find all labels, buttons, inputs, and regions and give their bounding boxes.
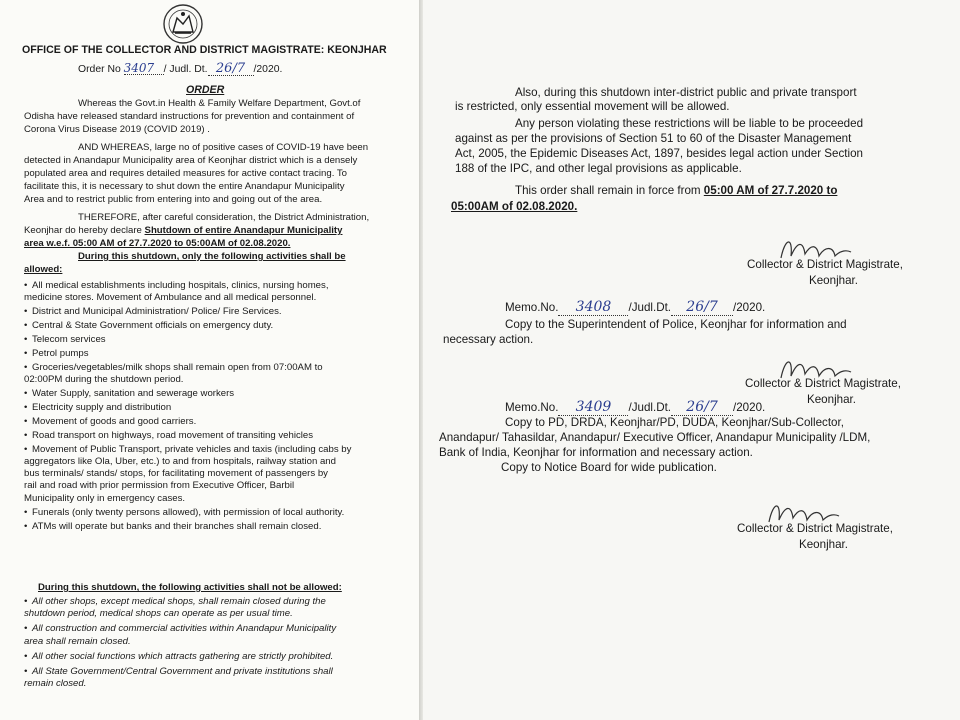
bullet-icon: • (24, 443, 28, 455)
bullet-icon: • (24, 506, 28, 518)
list-item-line: Municipality only in emergency cases. (24, 492, 186, 504)
order-year: /2020. (253, 64, 283, 75)
memo1-year: /2020. (733, 301, 766, 314)
collector-place: Keonjhar. (799, 538, 848, 551)
para1-line: Corona Virus Disease 2019 (COVID 2019) . (24, 124, 210, 135)
bullet-icon: • (24, 596, 28, 607)
para2-line: AND WHEREAS, large no of positive cases of COVID-19 have been (78, 142, 369, 153)
validity-end: 05:00AM of 02.08.2020. (451, 200, 578, 213)
order-page-right (423, 0, 960, 720)
list-item-line: bus terminals/ stands/ stops, for facilitating movement of passengers by (24, 468, 328, 480)
order-date: 26/7 (208, 63, 254, 76)
list-item-line: 02:00PM during the shutdown period. (24, 374, 184, 386)
memo2-copy-line: Copy to Notice Board for wide publication. (501, 461, 717, 474)
list-item-line: Water Supply, sanitation and sewerage workers (32, 388, 235, 399)
allowed-heading-cont: allowed: (24, 264, 63, 275)
para2-line: Area and to restrict public from entering into and going out of the area. (24, 194, 323, 205)
list-item-line: area shall remain closed. (24, 635, 131, 647)
shutdown-period: area w.e.f. 05:00 AM of 27.7.2020 to 05:00AM of 02.08.2020. (24, 238, 291, 249)
memo2-prefix: Memo.No. (505, 401, 559, 414)
collector-place: Keonjhar. (809, 274, 858, 287)
para3-line (24, 225, 342, 237)
order-page-left (0, 0, 423, 720)
list-item-line: Electricity supply and distribution (32, 401, 172, 413)
transport-para-line: Also, during this shutdown inter-district public and private transport (515, 86, 857, 99)
list-item-line: medicine stores. Movement of Ambulance and all medical personnel. (24, 292, 317, 304)
penalty-para-line: against as per the provisions of Section 51 to 60 of the Disaster Management (455, 132, 852, 145)
para1-line: Odisha have released standard instructions for prevention and containment of (24, 111, 355, 122)
office-heading: OFFICE OF THE COLLECTOR AND DISTRICT MAGISTRATE: KEONJHAR (22, 44, 387, 56)
bullet-icon: • (24, 388, 28, 399)
allowed-heading: During this shutdown, only the following activities shall be (78, 251, 346, 262)
bullet-icon: • (24, 280, 28, 291)
order-title: ORDER (186, 84, 225, 96)
memo2-copy-line: Anandapur/ Tahasildar, Anandapur/ Executive Officer, Anandapur Municipality /LDM, (439, 431, 871, 444)
bullet-icon: • (24, 347, 28, 359)
penalty-para-line: 188 of the IPC, and other legal provisions as applicable. (455, 162, 742, 175)
memo2-year: /2020. (733, 401, 766, 414)
memo1-copy-line: necessary action. (443, 333, 534, 346)
collector-place: Keonjhar. (807, 393, 856, 406)
order-number: 3407 (124, 62, 164, 75)
list-item-line: Movement of Public Transport, private vehicles and taxis (including cabs by (32, 443, 352, 455)
bullet-icon: • (24, 361, 28, 373)
list-item-line: Groceries/vegetables/milk shops shall remain open from 07:00AM to (32, 361, 323, 373)
bullet-icon: • (24, 320, 28, 332)
memo2-copy-line: Bank of India, Keonjhar for information and necessary action. (439, 446, 753, 459)
memo1-prefix: Memo.No. (505, 301, 559, 314)
para3-plain: Keonjhar do hereby declare (24, 225, 145, 236)
validity-line (515, 184, 837, 199)
list-item-line: All other social functions which attracts gathering are strictly prohibited. (32, 650, 334, 662)
bullet-icon: • (24, 650, 28, 662)
bullet-icon: • (24, 401, 28, 413)
bullet-icon: • (24, 306, 28, 318)
validity-start: 05:00 AM of 27.7.2020 to (703, 184, 838, 197)
order-number-line (78, 62, 282, 76)
shutdown-declaration: Shutdown of entire Anandapur Municipality (144, 225, 343, 236)
order-prefix: Order No (78, 64, 121, 75)
bullet-icon: • (24, 429, 28, 441)
memo2-line (505, 400, 765, 416)
memo2-judl: /Judl.Dt. (628, 401, 672, 414)
collector-title: Collector & District Magistrate, (747, 258, 903, 271)
collector-title: Collector & District Magistrate, (745, 377, 901, 390)
list-item-line: Petrol pumps (32, 347, 89, 359)
not-allowed-heading: During this shutdown, the following activities shall not be allowed: (38, 582, 342, 593)
penalty-para-line: Act, 2005, the Epidemic Diseases Act, 1897, besides legal action under Section (455, 147, 863, 160)
transport-para-line: is restricted, only essential movement will be allowed. (455, 100, 730, 113)
memo1-judl: /Judl.Dt. (628, 301, 672, 314)
list-item-line: All State Government/Central Government and private institutions shall (32, 665, 333, 677)
bullet-icon: • (24, 334, 28, 345)
list-item-line: Road transport on highways, road movement of transiting vehicles (32, 429, 314, 441)
list-item-line: Funerals (only twenty persons allowed), with permission of local authority. (32, 506, 345, 518)
state-emblem-icon (161, 2, 205, 46)
list-item-line: aggregators like Ola, Uber, etc.) to and from hospitals, railway station and (24, 455, 336, 467)
bullet-icon: • (24, 623, 28, 635)
para3-line: THEREFORE, after careful consideration, the District Administration, (78, 212, 370, 223)
memo1-number: 3408 (558, 300, 628, 316)
list-item-line: All construction and commercial activities within Anandapur Municipality (32, 623, 337, 635)
list-item-line: Central & State Government officials on emergency duty. (32, 320, 274, 332)
bullet-icon: • (24, 415, 28, 427)
para2-line: populated area and requires detailed measures for active contact tracing. To (24, 168, 348, 179)
list-item-line: District and Municipal Administration/ Police/ Fire Services. (32, 306, 282, 318)
bullet-icon: • (24, 665, 28, 677)
para2-line: detected in Anandapur Municipality area of Keonjhar district which is a densely (24, 155, 358, 166)
list-item-line: All medical establishments including hospitals, clinics, nursing homes, (32, 280, 329, 291)
memo1-copy-line: Copy to the Superintendent of Police, Keonjhar for information and (505, 318, 847, 331)
list-item-line: rail and road with prior permission from Executive Officer, Barbil (24, 480, 295, 492)
penalty-para-line: Any person violating these restrictions will be liable to be proceeded (515, 117, 864, 130)
list-item-line: All other shops, except medical shops, shall remain closed during the (32, 596, 326, 607)
validity-plain: This order shall remain in force from (515, 184, 704, 197)
memo2-number: 3409 (558, 400, 628, 416)
judl-date-label: / Judl. Dt. (163, 64, 208, 75)
list-item-line: shutdown period, medical shops can operate as per usual time. (24, 608, 293, 620)
list-item-line: Telecom services (32, 334, 106, 345)
memo2-date: 26/7 (671, 400, 733, 416)
memo2-copy-line: Copy to PD, DRDA, Keonjhar/PD, DUDA, Keonjhar/Sub-Collector, (505, 416, 844, 429)
para1-line: Whereas the Govt.in Health & Family Welfare Department, Govt.of (78, 98, 361, 109)
para2-line: facilitate this, it is necessary to shut down the entire Anandapur Municipality (24, 181, 345, 192)
collector-title: Collector & District Magistrate, (737, 522, 893, 535)
memo1-date: 26/7 (671, 300, 733, 316)
list-item-line: Movement of goods and good carriers. (32, 415, 197, 427)
list-item-line: remain closed. (24, 678, 87, 690)
list-item-line: ATMs will operate but banks and their branches shall remain closed. (32, 520, 322, 532)
memo1-line (505, 300, 765, 316)
bullet-icon: • (24, 520, 28, 532)
